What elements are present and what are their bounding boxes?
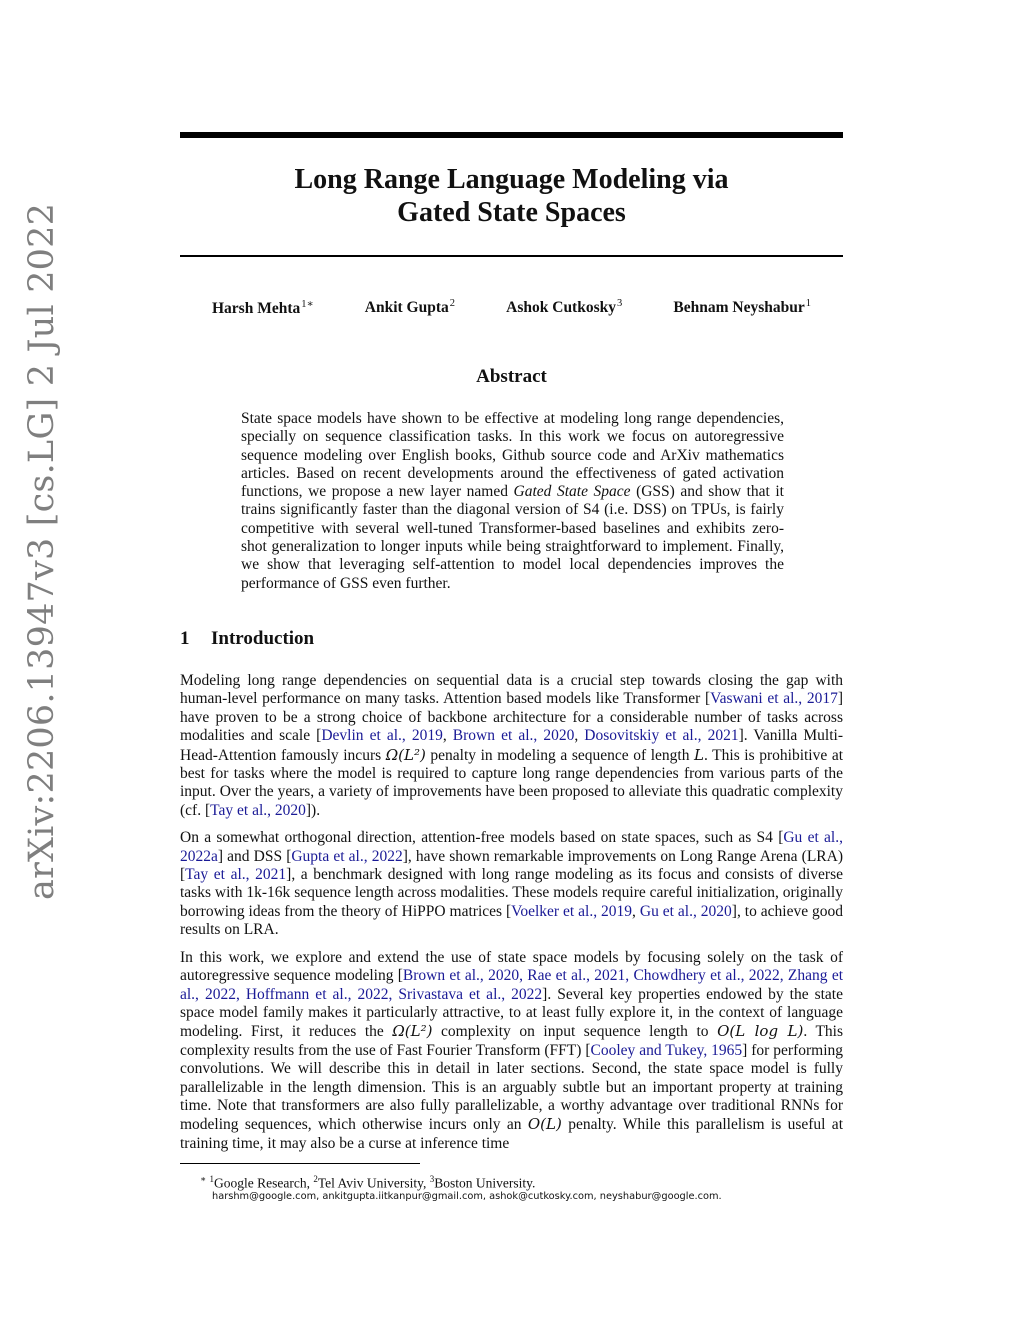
citation-link[interactable]: Gupta et al., 2022: [291, 847, 403, 865]
math-expression: Ω(L²): [385, 745, 426, 764]
citation-link[interactable]: Tay et al., 2021: [185, 866, 287, 884]
abstract-body: [241, 410, 784, 593]
arxiv-side-identifier: arXiv:2206.13947v3 [cs.LG] 2 Jul 2022: [22, 202, 62, 900]
text: ], to achieve good results on LRA.: [180, 902, 844, 939]
affiliation-mark: 3: [429, 1174, 435, 1184]
text: ]. Several key properties endowed by the state space model family makes it particularly attractive, to at least fully explore it, in the context of language modeling. First, it reduces the: [180, 985, 843, 1041]
author-name: Behnam Neyshabur: [673, 299, 805, 317]
author-affiliation-mark: 1∗: [301, 299, 314, 310]
text: ], have shown remarkable improvements on Long Range Arena (LRA) [: [180, 847, 843, 884]
text: ] and DSS [: [217, 847, 292, 865]
footnote-star: ∗: [200, 1174, 207, 1184]
text: penalty in modeling a sequence of length: [425, 746, 695, 764]
author-affiliation-mark: 3: [617, 298, 623, 309]
abstract-emphasis: Gated State Space: [513, 483, 631, 501]
math-expression: O(L log L): [717, 1022, 804, 1041]
author-name: Ankit Gupta: [364, 299, 449, 317]
abstract-text: (GSS) and show that it trains significantly faster than the diagonal version of S4 (i.e. DSS) on TPUs, is fairly competitive with several well-tuned Transformer-based baselines and exhibits zero-shot generalization to longer inputs while being straightforward to implement. Finally, we show that leveraging self-attention to model local dependencies improves the performance of GSS even further.: [241, 483, 784, 592]
author-4: [673, 298, 811, 318]
citation-link[interactable]: Gu et al., 2022a: [180, 829, 843, 865]
section-title: Introduction: [211, 628, 315, 649]
citation-link[interactable]: Brown et al., 2020: [452, 727, 575, 745]
affiliation: Tel Aviv University,: [317, 1175, 427, 1191]
author-name: Harsh Mehta: [212, 300, 301, 318]
footnote-emails: harshm@google.com, ankitgupta.iitkanpur@gmail.com, ashok@cutkosky.com, neyshabur@google.com.: [212, 1191, 722, 1202]
text: ] have proven to be a strong choice of backbone architecture for a considerable number of tasks across modalities and scale [: [180, 690, 843, 745]
affiliation-mark: 2: [313, 1174, 318, 1184]
introduction-body: [180, 672, 843, 1162]
citation-link[interactable]: Voelker et al., 2019: [511, 902, 633, 920]
text: ] for performing convolutions. We will describe this in detail in later sections. Second, the state space model is fully parallelizable in the length dimension. This is an arguably subtle but an important property at training time. Note that transformers are also fully parallelizable, a worthy advantage over traditional RNNs for modeling sequences, which otherwise incurs only an: [180, 1041, 844, 1134]
section-number: 1: [180, 628, 190, 649]
author-1: [212, 298, 314, 318]
text: . This complexity results from the use of Fast Fourier Transform (FFT) [: [180, 1023, 844, 1059]
text: ,: [574, 727, 585, 745]
text: ]. Vanilla Multi-Head-Attention famously incurs: [180, 727, 843, 764]
text: complexity on input sequence length to: [432, 1023, 718, 1041]
citation-link[interactable]: Dosovitskiy et al., 2021: [584, 727, 739, 745]
math-expression: O(L): [527, 1115, 562, 1134]
paragraph-1: [180, 672, 843, 820]
text: ,: [442, 727, 453, 745]
title-top-rule: [180, 132, 843, 138]
text: ], a benchmark designed with long range modeling as its focus and consists of diverse tasks with 1k-16k sequence length across modalities. These models require careful initialization, originally borrowing ideas from the theory of HiPPO matrices [: [180, 866, 843, 920]
text: On a somewhat orthogonal direction, attention-free models based on state spaces, such as S4 [: [180, 829, 784, 847]
author-affiliation-mark: 1: [805, 298, 811, 309]
title-line-2: Gated State Spaces: [397, 197, 626, 228]
author-name: Ashok Cutkosky: [506, 299, 616, 317]
author-list: [180, 298, 843, 318]
math-expression: Ω(L²): [392, 1022, 433, 1041]
footnote-affiliations: [200, 1170, 840, 1193]
text: . This is prohibitive at best for tasks where the model is required to capture long range dependencies from various parts of the input. Over the years, a variety of improvements have been proposed to alleviate this quadratic complexity (cf. [: [180, 746, 844, 819]
section-heading: [180, 628, 314, 650]
text: penalty. While this parallelism is useful at training time, it may also be a curse at inference time: [180, 1116, 843, 1152]
citation-link[interactable]: Gu et al., 2020: [639, 902, 732, 920]
footnote-rule: [180, 1163, 420, 1164]
citation-link[interactable]: Devlin et al., 2019: [321, 727, 443, 745]
author-3: [506, 298, 622, 318]
citation-link[interactable]: Vaswani et al., 2017: [710, 690, 838, 708]
title-bottom-rule: [180, 255, 843, 257]
citation-link[interactable]: Cooley and Tukey, 1965: [590, 1041, 743, 1059]
abstract-heading: Abstract: [476, 366, 547, 387]
author-2: [365, 298, 455, 318]
text: ]).: [305, 801, 321, 819]
abstract-text: State space models have shown to be effective at modeling long range dependencies, specially on sequence classification tasks. In this work we focus on autoregressive sequence modeling over English books, Github source code and ArXiv mathematics articles. Based on recent developments around the effectiveness of gated activation functions, we propose a new layer named: [241, 410, 784, 501]
title-line-1: Long Range Language Modeling via: [294, 164, 729, 195]
text: ,: [632, 902, 640, 920]
citation-link[interactable]: Brown et al., 2020, Rae et al., 2021, Chowdhery et al., 2022, Zhang et al., 2022, Hoffmann et al., 2022, Srivastava et al., 2022: [180, 967, 843, 1003]
affiliation-mark: 1: [209, 1174, 214, 1184]
citation-link[interactable]: Tay et al., 2020: [210, 801, 306, 819]
affiliation: Boston University.: [434, 1175, 536, 1191]
author-affiliation-mark: 2: [449, 298, 456, 309]
text: Modeling long range dependencies on sequential data is a crucial step towards closing the gap with human-level performance on many tasks. Attention based models like Transformer [: [180, 672, 843, 708]
paragraph-2: [180, 829, 843, 939]
text: In this work, we explore and extend the use of state space models by focusing solely on the task of autoregressive sequence modeling [: [180, 948, 843, 985]
affiliation: Google Research,: [214, 1175, 310, 1191]
math-expression: L: [694, 745, 704, 764]
paper-title: [180, 163, 843, 229]
paragraph-3: [180, 949, 843, 1153]
